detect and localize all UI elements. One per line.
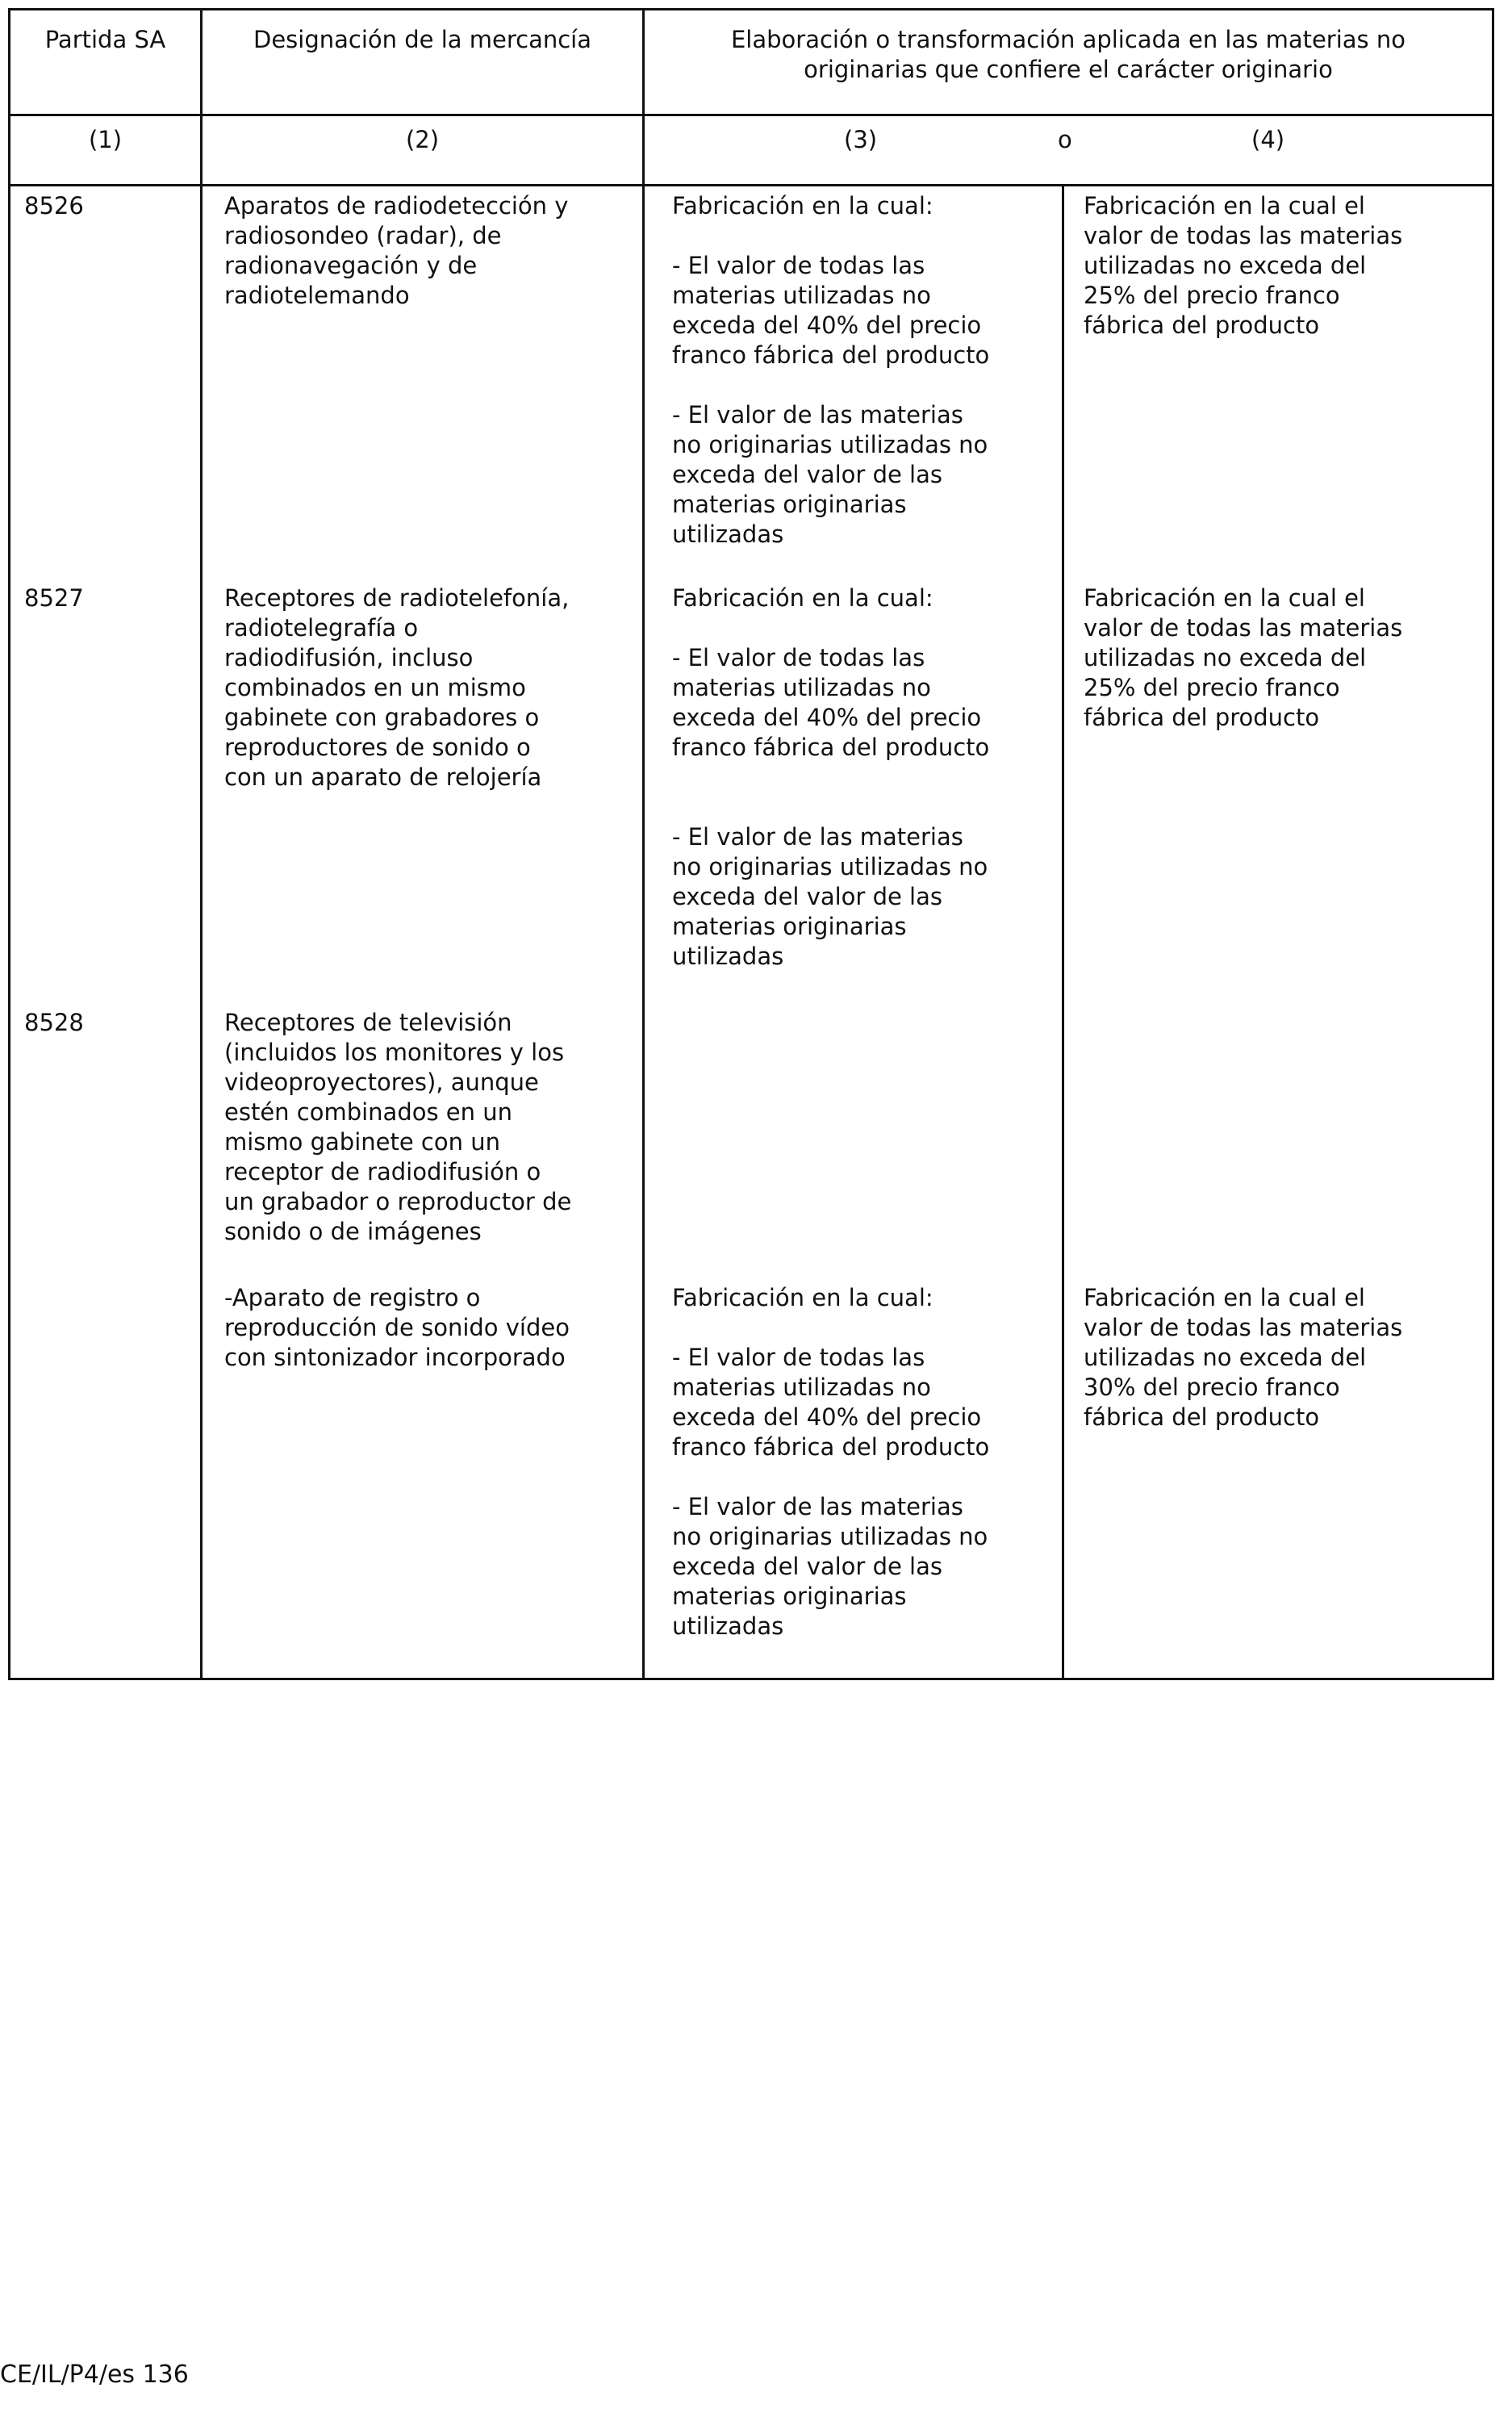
row-8527-code: 8527 bbox=[24, 584, 84, 612]
col-divider-1 bbox=[200, 10, 203, 1678]
header-elaboracion: Elaboración o transformación aplicada en las materias no originarias que confiere el carácter originario bbox=[730, 26, 1405, 83]
column-number-4: (4) bbox=[1251, 126, 1285, 153]
row-8527-designation: Receptores de radiotelefonía, radiotelegrafía o radiodifusión, incluso combinados en un mismo gabinete con grabadores o reproductores de sonido o con un aparato de relojería bbox=[224, 584, 570, 791]
row-8526-designation: Aparatos de radiodetección y radiosondeo (radar), de radionavegación y de radiotelemando bbox=[224, 192, 569, 309]
rules-of-origin-table bbox=[8, 8, 1494, 1680]
row-8528-designation: Receptores de televisión (incluidos los monitores y los videoproyectores), aunque estén combinados en un mismo gabinete con un receptor de radiodifusión o un grabador o reproductor de sonido o de imágenes bbox=[224, 1009, 572, 1245]
subitem-video-designation: -Aparato de registro o reproducción de sonido vídeo con sintonizador incorporado bbox=[224, 1284, 570, 1371]
subitem-video-rule-col4: Fabricación en la cual el valor de todas las materias utilizadas no exceda del 30% del precio franco fábrica del producto bbox=[1084, 1284, 1403, 1431]
document-reference: CE/IL/P4/es 136 bbox=[0, 2361, 189, 2389]
row-8527-rule-col3: Fabricación en la cual: - El valor de todas las materias utilizadas no exceda del 40% del precio franco fábrica del producto - El valor de las materias no originarias utilizadas no exceda del valor de las materias originarias utilizadas bbox=[672, 584, 990, 970]
column-number-1: (1) bbox=[88, 126, 123, 153]
row-8528-code: 8528 bbox=[24, 1009, 84, 1036]
column-number-2: (2) bbox=[405, 126, 440, 153]
number-row-rule bbox=[10, 184, 1492, 186]
subitem-video-rule-col3: Fabricación en la cual: - El valor de todas las materias utilizadas no exceda del 40% del precio franco fábrica del producto - El valor de las materias no originarias utilizadas no exceda del valor de las materias originarias utilizadas bbox=[672, 1284, 990, 1640]
column-number-3: (3) bbox=[844, 126, 878, 153]
row-8526-code: 8526 bbox=[24, 192, 84, 220]
row-8527-rule-col4: Fabricación en la cual el valor de todas las materias utilizadas no exceda del 25% del precio franco fábrica del producto bbox=[1084, 584, 1403, 731]
header-designacion: Designación de la mercancía bbox=[253, 26, 591, 53]
row-8526-rule-col4: Fabricación en la cual el valor de todas las materias utilizadas no exceda del 25% del precio franco fábrica del producto bbox=[1084, 192, 1403, 339]
header-partida-sa: Partida SA bbox=[44, 26, 166, 53]
header-rule bbox=[10, 114, 1492, 116]
row-8526-rule-col3: Fabricación en la cual: - El valor de todas las materias utilizadas no exceda del 40% del precio franco fábrica del producto - El valor de las materias no originarias utilizadas no exceda del valor de las materias originarias utilizadas bbox=[672, 192, 990, 548]
column-or-separator: o bbox=[1058, 126, 1072, 153]
